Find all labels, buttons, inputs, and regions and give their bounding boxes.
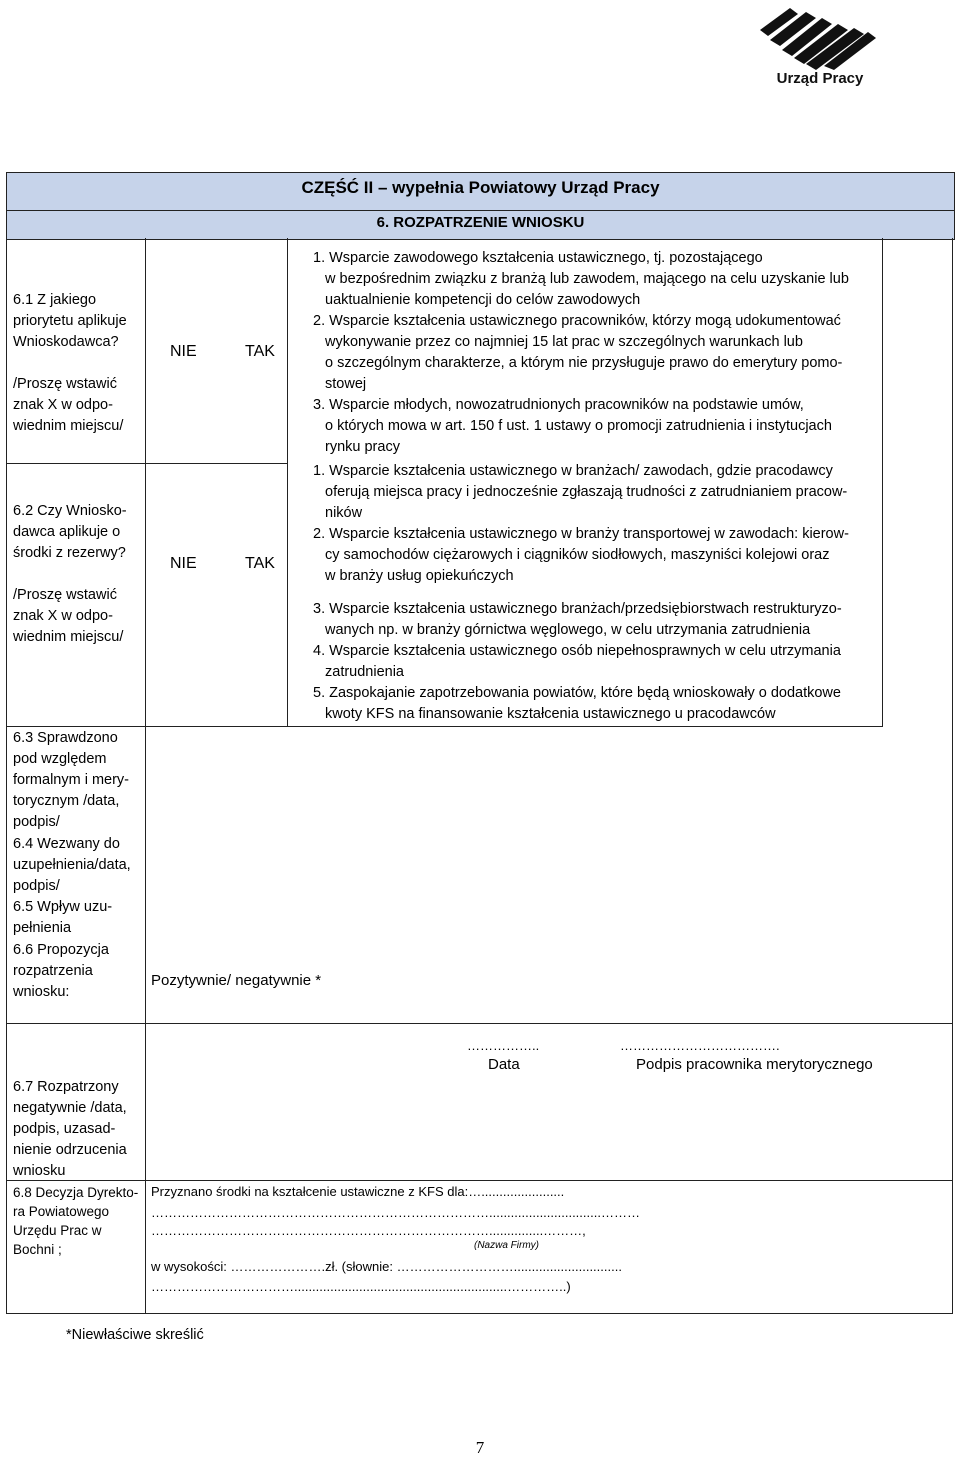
q68-line: Urzędu Prac w <box>13 1223 102 1238</box>
reserve-text: oferują miejsca pracy i jednocześnie zgłaszają trudności z zatrudnianiem pracow- <box>325 484 848 500</box>
priority-text: o szczególnym charakterze, a którym nie przysługuje prawo do emerytury pomo- <box>325 355 843 371</box>
q62-line: środki z rezerwy? <box>13 545 126 561</box>
q65-line: pełnienia <box>13 920 72 936</box>
q67-line: wniosku <box>13 1163 66 1179</box>
reserve-item[interactable] <box>313 461 875 524</box>
firm-name-label: (Nazwa Firmy) <box>474 1240 539 1251</box>
option-tak-6-2[interactable]: TAK <box>245 555 275 572</box>
q61-line: priorytetu aplikuje <box>13 313 127 329</box>
date-dots: …………….. <box>467 1038 540 1053</box>
priority-text: w bezpośrednim związku z branżą lub zawodem, mającego na celu uzyskanie lub <box>325 271 849 287</box>
priority-text: wykonywanie przez co najmniej 15 lat prac w szczególnych warunkach lub <box>325 334 803 350</box>
col-divider-3 <box>882 238 883 726</box>
q67-line: negatywnie /data, <box>13 1100 127 1116</box>
q61-hint-line: znak X w odpo- <box>13 397 113 413</box>
q62-hint-line: /Proszę wstawić <box>13 587 117 603</box>
page-number: 7 <box>475 1438 485 1457</box>
reserve-text: 4. Wsparcie kształcenia ustawicznego osób niepełnosprawnych w celu utrzymania <box>313 643 841 659</box>
q63-line: 6.3 Sprawdzono <box>13 730 118 746</box>
reserve-text: kwoty KFS na finansowanie kształcenia ustawicznego u pracodawców <box>325 706 776 722</box>
q62-hint-line: znak X w odpo- <box>13 608 113 624</box>
row-divider-5 <box>7 1023 953 1024</box>
question-6-5 <box>13 897 141 939</box>
q67-line: 6.7 Rozpatrzony <box>13 1079 119 1095</box>
q64-line: podpis/ <box>13 878 60 894</box>
question-6-2 <box>13 501 141 564</box>
reserve-item[interactable] <box>313 524 875 587</box>
col-divider-1 <box>145 238 146 1313</box>
question-6-4 <box>13 834 141 897</box>
signature-label: Podpis pracownika merytorycznego <box>636 1056 873 1073</box>
reserve-list <box>313 461 875 725</box>
subsection-title: 6. ROZPATRZENIE WNIOSKU <box>376 214 585 231</box>
reserve-text: 3. Wsparcie kształcenia ustawicznego branżach/przedsiębiorstwach restrukturyzo- <box>313 601 842 617</box>
signature-dots: ………………………………. <box>620 1038 780 1053</box>
priority-list <box>313 248 875 458</box>
priority-item[interactable] <box>313 395 875 458</box>
q68-line: ra Powiatowego <box>13 1204 110 1219</box>
q67-line: nienie odrzucenia <box>13 1142 127 1158</box>
q61-hint-line: wiednim miejscu/ <box>13 418 124 434</box>
q64-line: 6.4 Wezwany do <box>13 836 120 852</box>
q66-line: 6.6 Propozycja <box>13 942 109 958</box>
footnote: *Niewłaściwe skreślić <box>66 1327 204 1343</box>
q65-line: 6.5 Wpływ uzu- <box>13 899 113 915</box>
q67-line: podpis, uzasad- <box>13 1121 116 1137</box>
option-tak-6-1[interactable]: TAK <box>245 343 275 360</box>
section-header <box>6 172 955 211</box>
q68-line: 6.8 Decyzja Dyrekto- <box>13 1185 139 1200</box>
row-divider-3 <box>145 726 287 727</box>
spacer <box>313 587 875 599</box>
logo-text: Urząd Pracy <box>776 70 864 87</box>
priority-item[interactable] <box>313 311 875 395</box>
section-title: CZĘŚĆ II – wypełnia Powiatowy Urząd Pracy <box>301 178 660 197</box>
priority-text: 2. Wsparcie kształcenia ustawicznego pracowników, którzy mogą udokumentować <box>313 313 841 329</box>
subsection-header <box>6 210 955 240</box>
q63-line: pod względem <box>13 751 107 767</box>
decision-line-2[interactable]: ……………………………………………………………………...............................……… <box>151 1205 640 1220</box>
reserve-item[interactable] <box>313 641 875 683</box>
decision-line-1[interactable]: Przyznano środki na kształcenie ustawiczne z KFS dla:…....................... <box>151 1184 565 1199</box>
q63-line: formalnym i mery- <box>13 772 130 788</box>
urzad-pracy-logo <box>750 0 890 95</box>
q61-line: Wnioskodawca? <box>13 334 119 350</box>
question-6-3 <box>13 728 141 833</box>
decision-line-5[interactable]: ……………………………...........................................................…………..) <box>151 1279 571 1294</box>
q61-line: 6.1 Z jakiego <box>13 292 97 308</box>
q62-hint-line: wiednim miejscu/ <box>13 629 124 645</box>
priority-text: o których mowa w art. 150 f ust. 1 ustawy o promocji zatrudnienia i instytucjach <box>325 418 832 434</box>
reserve-text: 5. Zaspokajanie zapotrzebowania powiatów, które będą wnioskowały o dodatkowe <box>313 685 841 701</box>
q62-line: 6.2 Czy Wniosko- <box>13 503 127 519</box>
row-divider-6 <box>7 1180 953 1181</box>
decision-line-4[interactable]: w wysokości: ………………….zł. (słownie: ……………………….............................. <box>151 1259 622 1274</box>
priority-text: uaktualnienie kompetencji do celów zawodowych <box>325 292 641 308</box>
reserve-text: ników <box>325 505 363 521</box>
q68-line: Bochni ; <box>13 1242 62 1257</box>
question-6-1 <box>13 290 141 353</box>
q61-hint-line: /Proszę wstawić <box>13 376 117 392</box>
q64-line: uzupełnienia/data, <box>13 857 131 873</box>
proposal-choice[interactable]: Pozytywnie/ negatywnie * <box>151 972 322 989</box>
reserve-item[interactable] <box>313 683 875 725</box>
question-6-6 <box>13 940 141 1003</box>
q62-line: dawca aplikuje o <box>13 524 121 540</box>
q63-line: torycznym /data, <box>13 793 120 809</box>
priority-text: stowej <box>325 376 367 392</box>
question-6-7 <box>13 1077 141 1182</box>
row-divider-4 <box>287 726 883 727</box>
col-divider-2 <box>287 238 288 726</box>
q66-line: rozpatrzenia <box>13 963 93 979</box>
date-label: Data <box>488 1056 520 1073</box>
priority-text: rynku pracy <box>325 439 400 455</box>
row-divider-2 <box>7 726 145 727</box>
reserve-text: cy samochodów ciężarowych i ciągników siodłowych, maszyniści kolejowi oraz <box>325 547 830 563</box>
question-6-2-hint <box>13 585 141 648</box>
reserve-text: w branży usług opiekuńczych <box>325 568 514 584</box>
reserve-item[interactable] <box>313 599 875 641</box>
option-nie-6-1[interactable]: NIE <box>170 343 197 360</box>
reserve-text: wanych np. w branży górnictwa węglowego, w celu utrzymania zatrudnienia <box>325 622 811 638</box>
priority-text: 3. Wsparcie młodych, nowozatrudnionych pracowników na podstawie umów, <box>313 397 804 413</box>
logo-mark-icon <box>750 0 890 72</box>
reserve-text: 1. Wsparcie kształcenia ustawicznego w branżach/ zawodach, gdzie pracodawcy <box>313 463 833 479</box>
row-divider-1 <box>7 463 287 464</box>
priority-text: 1. Wsparcie zawodowego kształcenia ustawicznego, tj. pozostającego <box>313 250 763 266</box>
question-6-8 <box>13 1183 141 1259</box>
option-nie-6-2[interactable]: NIE <box>170 555 197 572</box>
priority-item[interactable] <box>313 248 875 311</box>
question-6-1-hint <box>13 374 141 437</box>
decision-line-3[interactable]: ……………………………………………………………………...............………, <box>151 1223 586 1238</box>
q66-line: wniosku: <box>13 984 70 1000</box>
reserve-text: zatrudnienia <box>325 664 404 680</box>
q63-line: podpis/ <box>13 814 60 830</box>
reserve-text: 2. Wsparcie kształcenia ustawicznego w branży transportowej w zawodach: kierow- <box>313 526 849 542</box>
